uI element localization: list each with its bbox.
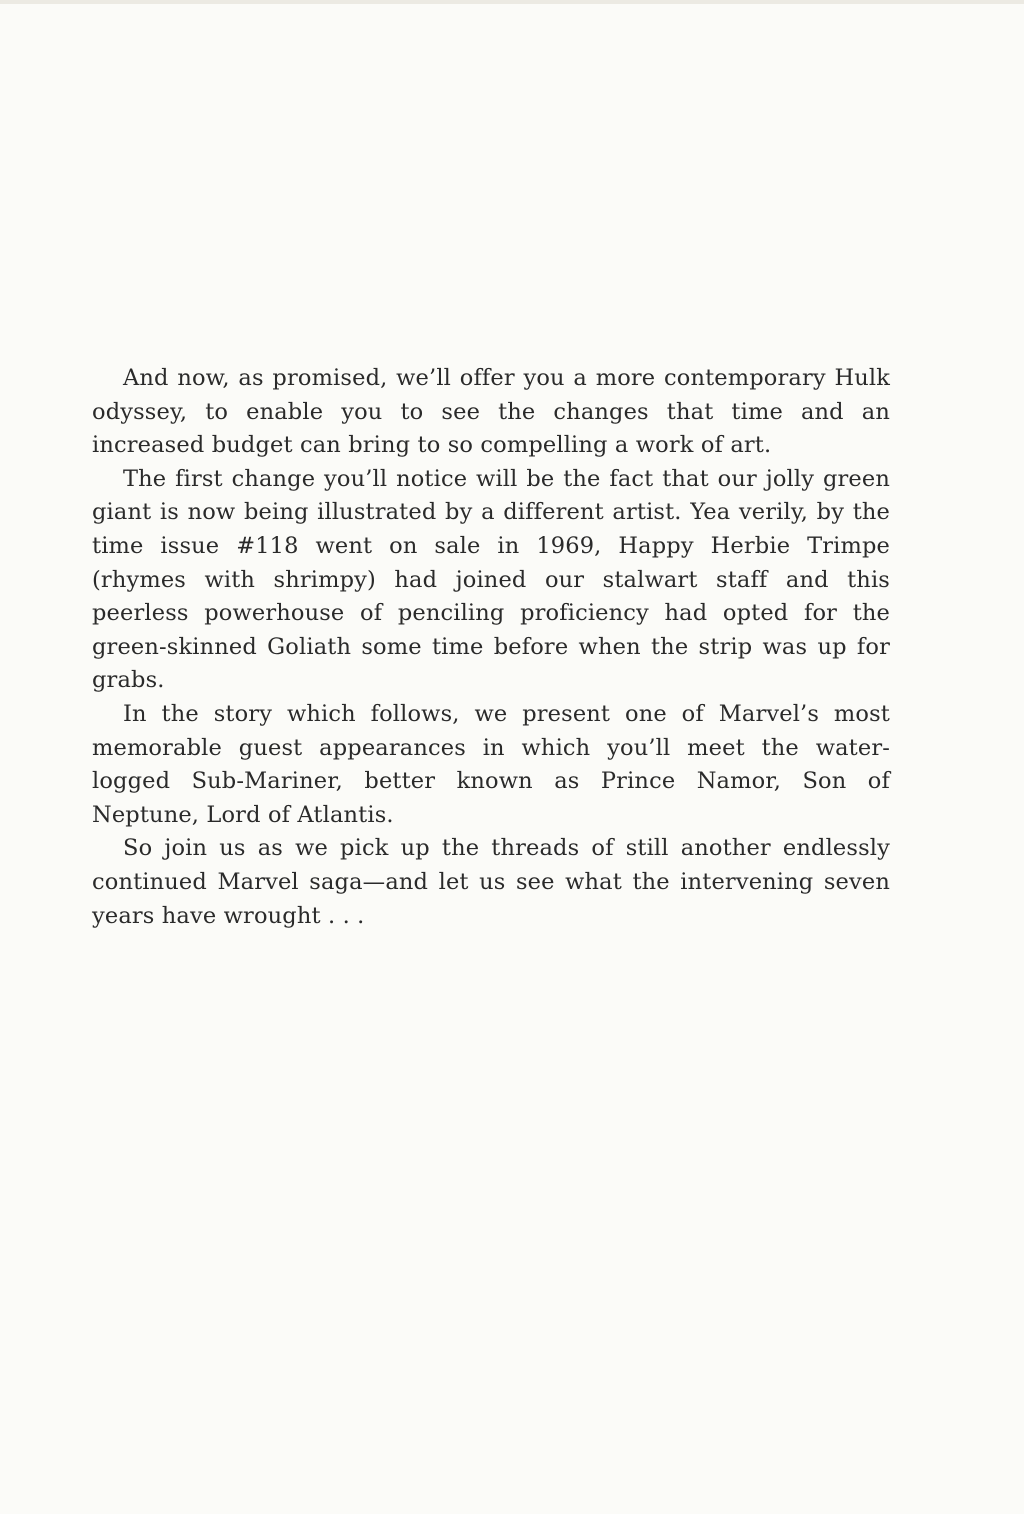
paragraph: So join us as we pick up the threads of still another endlessly continued Marvel saga—and let us see what the intervening seven years have wrought . . . xyxy=(92,835,890,929)
page-edge xyxy=(0,0,1024,4)
body-text xyxy=(92,362,890,933)
paragraph: The first change you’ll notice will be the fact that our jolly green giant is now being illustrated by a different artist. Yea verily, by the time issue #118 went on sale in 1969, Happy Herbie Trimpe (rhymes with shrimpy) had joined our stalwart staff and this peerless powerhouse of penciling proficiency had opted for the green-skinned Goliath some time before when the strip was up for grabs. xyxy=(92,465,890,694)
paragraph: In the story which follows, we present one of Marvel’s most memorable guest appearances in which you’ll meet the water-logged Sub-Mariner, better known as Prince Namor, Son of Neptune, Lord of Atlantis. xyxy=(92,700,890,828)
paragraph: And now, as promised, we’ll offer you a more contemporary Hulk odyssey, to enable you to see the changes that time and an increased budget can bring to so compelling a work of art. xyxy=(92,365,890,459)
